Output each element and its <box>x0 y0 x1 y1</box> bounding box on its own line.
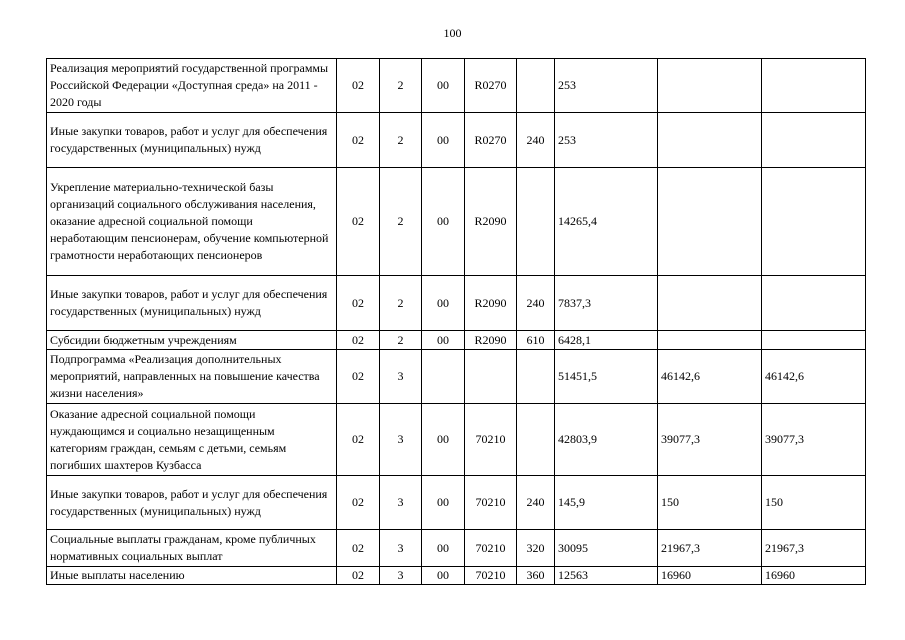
subsection-code-cell: 3 <box>380 567 422 585</box>
amount-year-2-cell: 46142,6 <box>658 350 762 404</box>
amount-year-3-cell: 16960 <box>762 567 866 585</box>
item-name-cell: Оказание адресной социальной помощи нуждающимся и социально незащищенным категориям граждан, семьям с детьми, семьям погибших шахтеров Кузбасса <box>47 404 337 476</box>
program-code-cell: 00 <box>422 113 465 168</box>
section-code-cell: 02 <box>337 276 380 331</box>
section-code-cell: 02 <box>337 168 380 276</box>
program-code-cell: 00 <box>422 168 465 276</box>
section-code-cell: 02 <box>337 350 380 404</box>
program-code-cell: 00 <box>422 331 465 350</box>
amount-year-1-cell: 7837,3 <box>555 276 658 331</box>
amount-year-3-cell: 21967,3 <box>762 530 866 567</box>
expense-type-cell: 610 <box>517 331 555 350</box>
amount-year-3-cell <box>762 168 866 276</box>
table-row <box>47 59 866 113</box>
table-row <box>47 530 866 567</box>
subsection-code-cell: 3 <box>380 350 422 404</box>
direction-code-cell: 70210 <box>465 404 517 476</box>
expense-type-cell <box>517 350 555 404</box>
expense-type-cell: 240 <box>517 276 555 331</box>
subsection-code-cell: 2 <box>380 113 422 168</box>
table-row <box>47 404 866 476</box>
section-code-cell: 02 <box>337 530 380 567</box>
direction-code-cell: R0270 <box>465 59 517 113</box>
program-code-cell: 00 <box>422 476 465 530</box>
budget-table <box>46 58 866 585</box>
section-code-cell: 02 <box>337 59 380 113</box>
amount-year-3-cell <box>762 331 866 350</box>
amount-year-2-cell: 39077,3 <box>658 404 762 476</box>
section-code-cell: 02 <box>337 113 380 168</box>
page-number: 100 <box>443 26 462 40</box>
item-name-cell: Субсидии бюджетным учреждениям <box>47 331 337 350</box>
item-name-cell: Подпрограмма «Реализация дополнительных мероприятий, направленных на повышение качества жизни населения» <box>47 350 337 404</box>
table-row <box>47 276 866 331</box>
item-name-cell: Иные закупки товаров, работ и услуг для обеспечения государственных (муниципальных) нужд <box>47 276 337 331</box>
amount-year-1-cell: 12563 <box>555 567 658 585</box>
amount-year-2-cell <box>658 276 762 331</box>
amount-year-1-cell: 42803,9 <box>555 404 658 476</box>
expense-type-cell: 320 <box>517 530 555 567</box>
expense-type-cell <box>517 168 555 276</box>
direction-code-cell <box>465 350 517 404</box>
direction-code-cell: 70210 <box>465 530 517 567</box>
table-row <box>47 331 866 350</box>
amount-year-2-cell <box>658 331 762 350</box>
table-row <box>47 476 866 530</box>
program-code-cell: 00 <box>422 276 465 331</box>
table-row <box>47 113 866 168</box>
program-code-cell: 00 <box>422 404 465 476</box>
item-name-cell: Иные закупки товаров, работ и услуг для обеспечения государственных (муниципальных) нужд <box>47 113 337 168</box>
program-code-cell <box>422 350 465 404</box>
amount-year-3-cell <box>762 276 866 331</box>
expense-type-cell: 240 <box>517 476 555 530</box>
section-code-cell: 02 <box>337 331 380 350</box>
expense-type-cell <box>517 404 555 476</box>
item-name-cell: Социальные выплаты гражданам, кроме публичных нормативных социальных выплат <box>47 530 337 567</box>
expense-type-cell: 240 <box>517 113 555 168</box>
item-name-cell: Реализация мероприятий государственной программы Российской Федерации «Доступная среда» на 2011 - 2020 годы <box>47 59 337 113</box>
subsection-code-cell: 2 <box>380 276 422 331</box>
subsection-code-cell: 2 <box>380 168 422 276</box>
amount-year-2-cell: 16960 <box>658 567 762 585</box>
amount-year-1-cell: 6428,1 <box>555 331 658 350</box>
program-code-cell: 00 <box>422 59 465 113</box>
amount-year-3-cell <box>762 59 866 113</box>
item-name-cell: Иные выплаты населению <box>47 567 337 585</box>
subsection-code-cell: 2 <box>380 331 422 350</box>
amount-year-1-cell: 253 <box>555 59 658 113</box>
program-code-cell: 00 <box>422 530 465 567</box>
subsection-code-cell: 3 <box>380 476 422 530</box>
expense-type-cell: 360 <box>517 567 555 585</box>
subsection-code-cell: 3 <box>380 404 422 476</box>
amount-year-2-cell: 21967,3 <box>658 530 762 567</box>
amount-year-2-cell: 150 <box>658 476 762 530</box>
item-name-cell: Укрепление материально-технической базы организаций социального обслуживания населения, оказание адресной социальной помощи неработающим пенсионерам, обучение компьютерной грамотности неработающих пенсионеров <box>47 168 337 276</box>
direction-code-cell: R2090 <box>465 276 517 331</box>
direction-code-cell: 70210 <box>465 567 517 585</box>
direction-code-cell: R2090 <box>465 168 517 276</box>
amount-year-2-cell <box>658 168 762 276</box>
item-name-cell: Иные закупки товаров, работ и услуг для обеспечения государственных (муниципальных) нужд <box>47 476 337 530</box>
amount-year-1-cell: 253 <box>555 113 658 168</box>
amount-year-3-cell: 46142,6 <box>762 350 866 404</box>
amount-year-3-cell: 150 <box>762 476 866 530</box>
program-code-cell: 00 <box>422 567 465 585</box>
amount-year-2-cell <box>658 113 762 168</box>
section-code-cell: 02 <box>337 476 380 530</box>
amount-year-3-cell <box>762 113 866 168</box>
amount-year-1-cell: 14265,4 <box>555 168 658 276</box>
subsection-code-cell: 3 <box>380 530 422 567</box>
subsection-code-cell: 2 <box>380 59 422 113</box>
expense-type-cell <box>517 59 555 113</box>
section-code-cell: 02 <box>337 404 380 476</box>
amount-year-1-cell: 51451,5 <box>555 350 658 404</box>
table-row <box>47 168 866 276</box>
direction-code-cell: R0270 <box>465 113 517 168</box>
table-row <box>47 567 866 585</box>
direction-code-cell: 70210 <box>465 476 517 530</box>
amount-year-1-cell: 30095 <box>555 530 658 567</box>
amount-year-1-cell: 145,9 <box>555 476 658 530</box>
amount-year-2-cell <box>658 59 762 113</box>
section-code-cell: 02 <box>337 567 380 585</box>
direction-code-cell: R2090 <box>465 331 517 350</box>
amount-year-3-cell: 39077,3 <box>762 404 866 476</box>
budget-table-body <box>47 59 866 585</box>
table-row <box>47 350 866 404</box>
